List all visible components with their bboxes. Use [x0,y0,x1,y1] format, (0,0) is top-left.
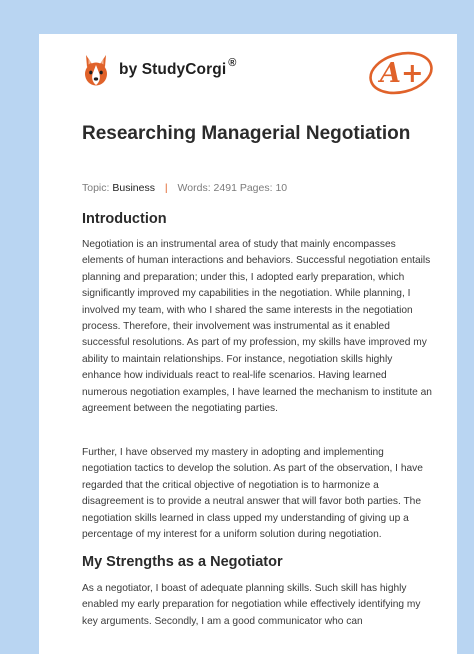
pages-value: 10 [275,182,288,194]
section-heading-strengths: My Strengths as a Negotiator [82,554,283,570]
meta-separator: | [164,182,168,194]
words-label: Words: [177,182,211,194]
words-value: 2491 [213,182,237,194]
topic-value-link[interactable]: Business [112,182,155,194]
section-heading-introduction: Introduction [82,211,167,227]
body-paragraph: As a negotiator, I boast of adequate planning skills. Such skill has highly enabled my early preparation for negotiation while effectively identifying my key arguments. Secondly, I am a good communicator who can [82,583,421,627]
grade-text: A+ [380,58,424,89]
registered-mark: ® [228,57,237,69]
brand-name [119,57,237,79]
document-title: Researching Managerial Negotiation [82,123,411,144]
document-meta [82,182,287,194]
pages-label: Pages: [239,182,273,194]
corgi-logo-icon [82,53,110,87]
document-page [39,34,457,654]
body-paragraph: Further, I have observed my mastery in adopting and implementing negotiation tactics to develop the solution. As part of the observation, I have regarded that the critical objective of negotiation is to harmonize a disagreement is to provide a neutral answer that will favor both parties. The negotiation skills learned in class upped my understanding of giving up a percentage of my interest for a uniform solution during negotiation. [82,447,423,541]
body-paragraph: Negotiation is an instrumental area of study that mainly encompasses elements of human interactions and behaviors. Successful negotiation entails planning and preparation; under this, I adopted early preparation, which significantly improved my capabilities in the negotiation. While planning, I involved my team, with who I shared the same interests in the negotiation process. Therefore, their involvement was instrumental as it enabled successful resolutions. As part of my profession, my skills have improved my ability to maintain relationships. For instance, negotiation skills highly enhance how individuals react to real-life scenarios. Having learned numerous negotiation examples, I have learned the mechanism to institute an agreement between the negotiating parties. [82,239,432,415]
a-plus-badge-icon [366,47,440,95]
topic-label: Topic: [82,182,110,194]
brand-name-text: by StudyCorgi [119,61,227,78]
brand-logo[interactable] [82,52,236,88]
